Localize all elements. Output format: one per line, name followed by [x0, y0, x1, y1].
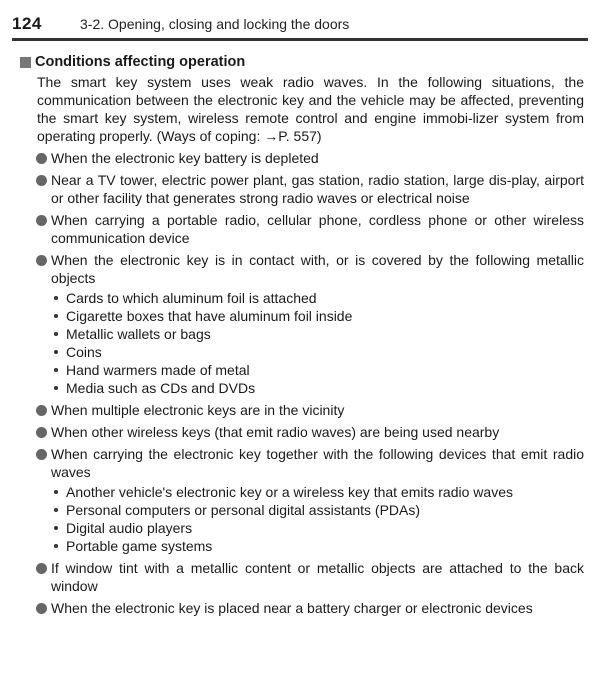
condition-item [20, 401, 584, 419]
sub-list [51, 483, 584, 555]
sub-item-text: Another vehicle's electronic key or a wireless key that emits radio waves [66, 484, 513, 500]
bullet-dot-icon [36, 563, 47, 574]
condition-text: When multiple electronic keys are in the vicinity [51, 402, 345, 418]
bullet-dot-icon [36, 153, 47, 164]
condition-item [20, 423, 584, 441]
sub-item-text: Portable game systems [66, 538, 213, 554]
sub-item [51, 289, 584, 307]
sub-bullet-icon [54, 526, 58, 530]
condition-text: When carrying a portable radio, cellular phone, cordless phone or other wireless communication device [51, 212, 584, 246]
sub-item [51, 361, 584, 379]
sub-bullet-icon [54, 544, 58, 548]
sub-item-text: Media such as CDs and DVDs [66, 380, 256, 396]
bullet-dot-icon [36, 215, 47, 226]
bullet-dot-icon [36, 427, 47, 438]
condition-item [20, 171, 584, 207]
sub-item [51, 483, 584, 501]
intro-paragraph: The smart key system uses weak radio waves. In the following situations, the communication between the electronic key and the vehicle may be affected, preventing the smart key system, wireless remote control and engine immobi-lizer system from operating properly. (Ways of coping: →P. 557) [37, 74, 584, 144]
page-header [12, 14, 588, 40]
sub-item [51, 343, 584, 361]
header-divider [12, 38, 588, 41]
condition-item [20, 599, 584, 617]
condition-item [20, 445, 584, 555]
bullet-dot-icon [36, 449, 47, 460]
condition-text: When the electronic key battery is depleted [51, 150, 319, 166]
sub-bullet-icon [54, 386, 58, 390]
condition-item [20, 149, 584, 167]
sub-item-text: Personal computers or personal digital assistants (PDAs) [66, 502, 421, 518]
condition-text: When carrying the electronic key together with the following devices that emit radio waves [51, 446, 584, 480]
sub-list [51, 289, 584, 397]
square-marker-icon [20, 57, 31, 68]
chapter-title: 3-2. Opening, closing and locking the doors [80, 16, 350, 32]
conditions-list [20, 149, 584, 617]
sub-item [51, 307, 584, 325]
sub-item [51, 519, 584, 537]
bullet-dot-icon [36, 405, 47, 416]
condition-text: When other wireless keys (that emit radio waves) are being used nearby [51, 424, 500, 440]
condition-item [20, 211, 584, 247]
condition-text: When the electronic key is in contact with, or is covered by the following metallic objects [51, 252, 584, 286]
section-title: Conditions affecting operation [35, 54, 246, 70]
sub-item [51, 501, 584, 519]
sub-bullet-icon [54, 368, 58, 372]
sub-item-text: Cards to which aluminum foil is attached [66, 290, 317, 306]
sub-item-text: Metallic wallets or bags [66, 326, 211, 342]
sub-bullet-icon [54, 332, 58, 336]
sub-item [51, 537, 584, 555]
sub-bullet-icon [54, 490, 58, 494]
sub-bullet-icon [54, 314, 58, 318]
sub-item-text: Coins [66, 344, 102, 360]
condition-item [20, 559, 584, 595]
bullet-dot-icon [36, 603, 47, 614]
sub-item [51, 325, 584, 343]
bullet-dot-icon [36, 175, 47, 186]
condition-item [20, 251, 584, 397]
sub-bullet-icon [54, 296, 58, 300]
page-number: 124 [12, 14, 42, 33]
sub-item-text: Cigarette boxes that have aluminum foil inside [66, 308, 353, 324]
section-heading [20, 52, 584, 72]
sub-bullet-icon [54, 350, 58, 354]
condition-text: Near a TV tower, electric power plant, gas station, radio station, large dis-play, airport or other facility that generates strong radio waves or electrical noise [51, 172, 584, 206]
sub-item-text: Hand warmers made of metal [66, 362, 250, 378]
sub-item-text: Digital audio players [66, 520, 193, 536]
condition-text: If window tint with a metallic content or metallic objects are attached to the back window [51, 560, 584, 594]
sub-bullet-icon [54, 508, 58, 512]
sub-item [51, 379, 584, 397]
content [20, 52, 584, 617]
condition-text: When the electronic key is placed near a battery charger or electronic devices [51, 600, 533, 616]
bullet-dot-icon [36, 255, 47, 266]
